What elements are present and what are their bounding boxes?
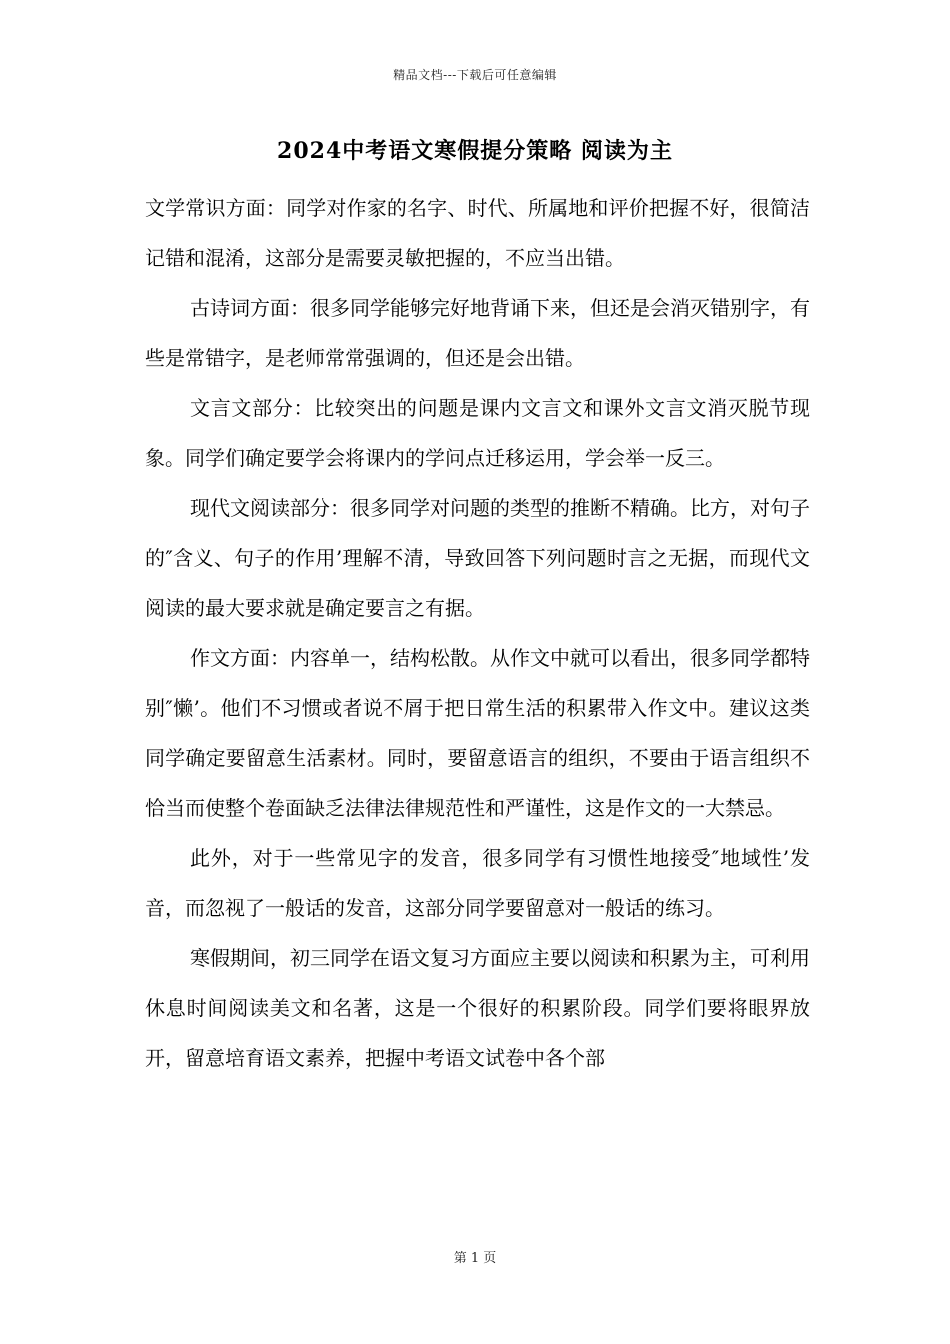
document-title: 2024中考语文寒假提分策略 阅读为主 [277, 138, 673, 164]
page-number: 第 1 页 [453, 1251, 497, 1266]
paragraph-classical-poetry: 古诗词方面：很多同学能够完好地背诵下来，但还是会消灭错别字，有些是常错字，是老师常常强调的，但还是会出错。 [145, 296, 810, 370]
document-header-note: 精品文档---下载后可任意编辑 [393, 68, 557, 82]
paragraph-literary-knowledge: 文学常识方面：同学对作家的名字、时代、所属地和评价把握不好，很简洁记错和混淆，这部分是需要灵敏把握的，不应当出错。 [145, 196, 810, 270]
paragraph-composition: 作文方面：内容单一，结构松散。从作文中就可以看出，很多同学都特别″懒’。他们不习惯或者说不屑于把日常生活的积累带入作文中。建议这类同学确定要留意生活素材。同时，要留意语言的组织，不要由于语言组织不恰当而使整个卷面缺乏法律法律规范性和严谨性，这是作文的一大禁忌。 [145, 646, 810, 820]
paragraph-modern-reading: 现代文阅读部分：很多同学对问题的类型的推断不精确。比方，对句子的″含义、句子的作用’理解不清，导致回答下列问题时言之无据，而现代文阅读的最大要求就是确定要言之有据。 [145, 496, 810, 620]
paragraph-pronunciation: 此外，对于一些常见字的发音，很多同学有习惯性地接受″地域性’发音，而忽视了一般话的发音，这部分同学要留意对一般话的练习。 [145, 846, 810, 920]
document-body [145, 183, 810, 1083]
paragraph-classical-chinese: 文言文部分：比较突出的问题是课内文言文和课外文言文消灭脱节现象。同学们确定要学会将课内的学问点迁移运用，学会举一反三。 [145, 396, 810, 470]
paragraph-winter-break: 寒假期间，初三同学在语文复习方面应主要以阅读和积累为主，可利用休息时间阅读美文和名著，这是一个很好的积累阶段。同学们要将眼界放开，留意培育语文素养，把握中考语文试卷中各个部 [145, 946, 810, 1070]
